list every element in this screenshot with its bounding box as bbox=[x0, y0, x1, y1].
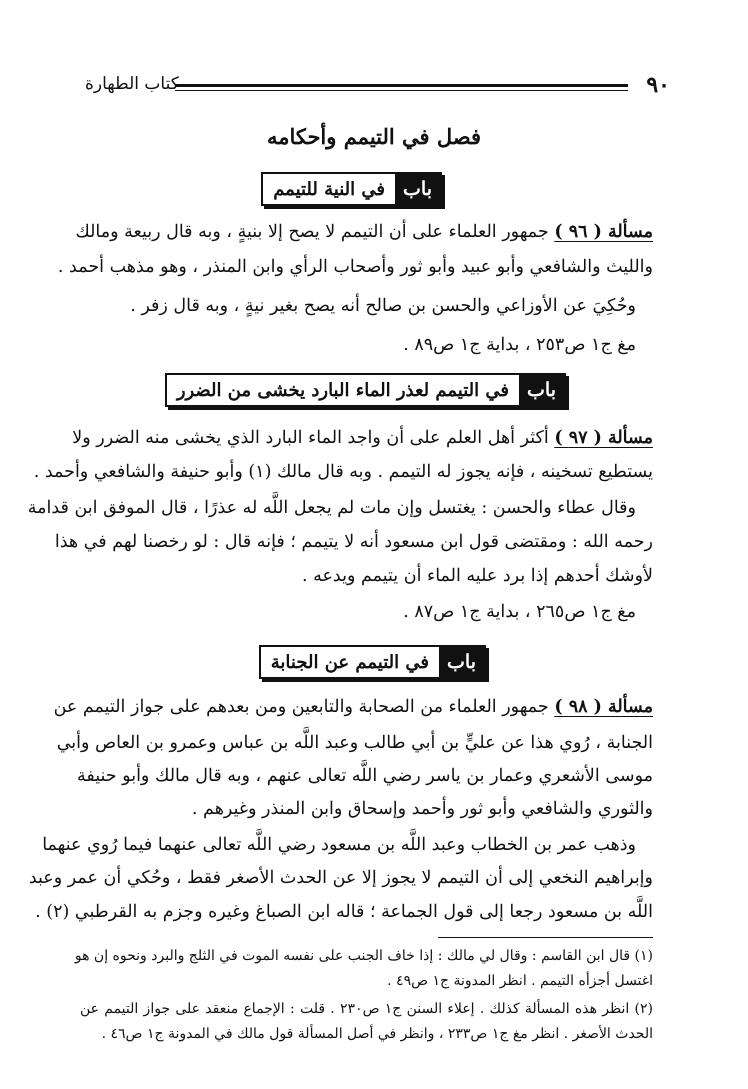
text-line: وإبراهيم النخعي إلى أن التيمم لا يجوز إلا عن الحدث الأصغر فقط ، وحُكي أن عمر وعبد bbox=[28, 868, 653, 888]
issue-label: مسألة ( ٩٧ ) bbox=[554, 428, 653, 448]
text-line: مسألة ( ٩٨ ) جمهور العلماء من الصحابة والتابعين ومن بعدهم على جواز التيمم عن bbox=[53, 697, 653, 717]
page-number: ٩٠ bbox=[646, 72, 670, 98]
text-line: وحُكِيَ عن الأوزاعي والحسن بن صالح أنه يصح بغير نيةٍ ، وبه قال زفر . bbox=[130, 296, 636, 316]
bab-heading-janabah bbox=[259, 645, 486, 679]
text-line: رحمه الله : ومقتضى قول ابن مسعود أنه لا يتيمم ؛ فإنه قال : لو رخصنا لهم في هذا bbox=[54, 532, 653, 552]
bab-label: باب bbox=[519, 375, 564, 405]
bab-label: باب bbox=[439, 647, 484, 677]
text-line: والليث والشافعي وأبو عبيد وأبو ثور وأصحاب الرأي وابن المنذر ، وهو مذهب أحمد . bbox=[57, 257, 653, 277]
issue-label: مسألة ( ٩٨ ) bbox=[554, 697, 653, 717]
text-line: والثوري والشافعي وأبو ثور وأحمد وإسحاق وابن المنذر وغيرهم . bbox=[191, 799, 653, 819]
issue-label: مسألة ( ٩٦ ) bbox=[554, 222, 653, 242]
header-rule-thin bbox=[175, 90, 628, 91]
text-line: يستطيع تسخينه ، فإنه يجوز له التيمم . وبه قال مالك (١) وأبو حنيفة والشافعي وأحمد . bbox=[33, 462, 653, 482]
footnote-2-cont: الحدث الأصغر . انظر مغ ج١ ص٢٣٣ ، وانظر في أصل المسألة قول مالك في المدونة ج١ ص٤٦ . bbox=[101, 1026, 653, 1042]
bab-label: باب bbox=[395, 174, 440, 204]
text-line: اللَّه بن مسعود رجعا إلى قول الجماعة ؛ قاله ابن الصباغ وغيره وجزم به القرطبي (٢) . bbox=[35, 902, 653, 922]
text-line: مسألة ( ٩٦ ) جمهور العلماء على أن التيمم لا يصح إلا بنيةٍ ، وبه قال ربيعة ومالك bbox=[75, 222, 653, 242]
footnote-2: (٢) انظر هذه المسألة كذلك . إعلاء السنن ج١ ص٢٣٠ . قلت : الإجماع منعقد على جواز التيمم عن bbox=[80, 1001, 653, 1017]
bab-heading-cold-water bbox=[165, 373, 566, 407]
bab-title: في التيمم عن الجنابة bbox=[270, 651, 430, 673]
text-line: وذهب عمر بن الخطاب وعبد اللَّه بن مسعود رضي اللَّه تعالى عنهما فيما رُوي عنهما bbox=[42, 835, 636, 855]
footnote-1: (١) قال ابن القاسم : وقال لي مالك : إذا خاف الجنب على نفسه الموت في الثلج والبرد ونحوه إن هو bbox=[74, 948, 653, 964]
book-title: كتاب الطهارة bbox=[85, 74, 179, 94]
text-line: موسى الأشعري وعمار بن ياسر رضي اللَّه تعالى عنهم ، وبه قال مالك وأبو حنيفة bbox=[76, 766, 653, 786]
bab-title: في النية للتيمم bbox=[273, 178, 386, 200]
bab-title: في التيمم لعذر الماء البارد يخشى من الضرر bbox=[176, 379, 510, 401]
footnote-separator bbox=[438, 937, 653, 938]
header-rule bbox=[175, 84, 628, 87]
footnote-1-cont: اغتسل أجزأه التيمم . انظر المدونة ج١ ص٤٩ . bbox=[387, 973, 653, 989]
text-line: مسألة ( ٩٧ ) أكثر أهل العلم على أن واجد الماء البارد الذي يخشى منه الضرر ولا bbox=[72, 428, 653, 448]
text-line: لأوشك أحدهم إذا برد عليه الماء أن يتيمم ويدعه . bbox=[301, 566, 653, 586]
text-line: وقال عطاء والحسن : يغتسل وإن مات لم يجعل اللَّه له عذرًا ، قال الموفق ابن قدامة bbox=[27, 498, 636, 518]
section-title: فصل في التيمم وأحكامه bbox=[266, 124, 482, 149]
text-line: الجنابة ، رُوي هذا عن عليٍّ بن أبي طالب وعبد اللَّه بن عباس وعمرو بن العاص وأبي bbox=[56, 733, 653, 753]
bab-heading-niyyah bbox=[261, 172, 442, 206]
reference-line: مغ ج١ ص٢٦٥ ، بداية ج١ ص٨٧ . bbox=[403, 602, 636, 622]
reference-line: مغ ج١ ص٢٥٣ ، بداية ج١ ص٨٩ . bbox=[403, 335, 636, 355]
